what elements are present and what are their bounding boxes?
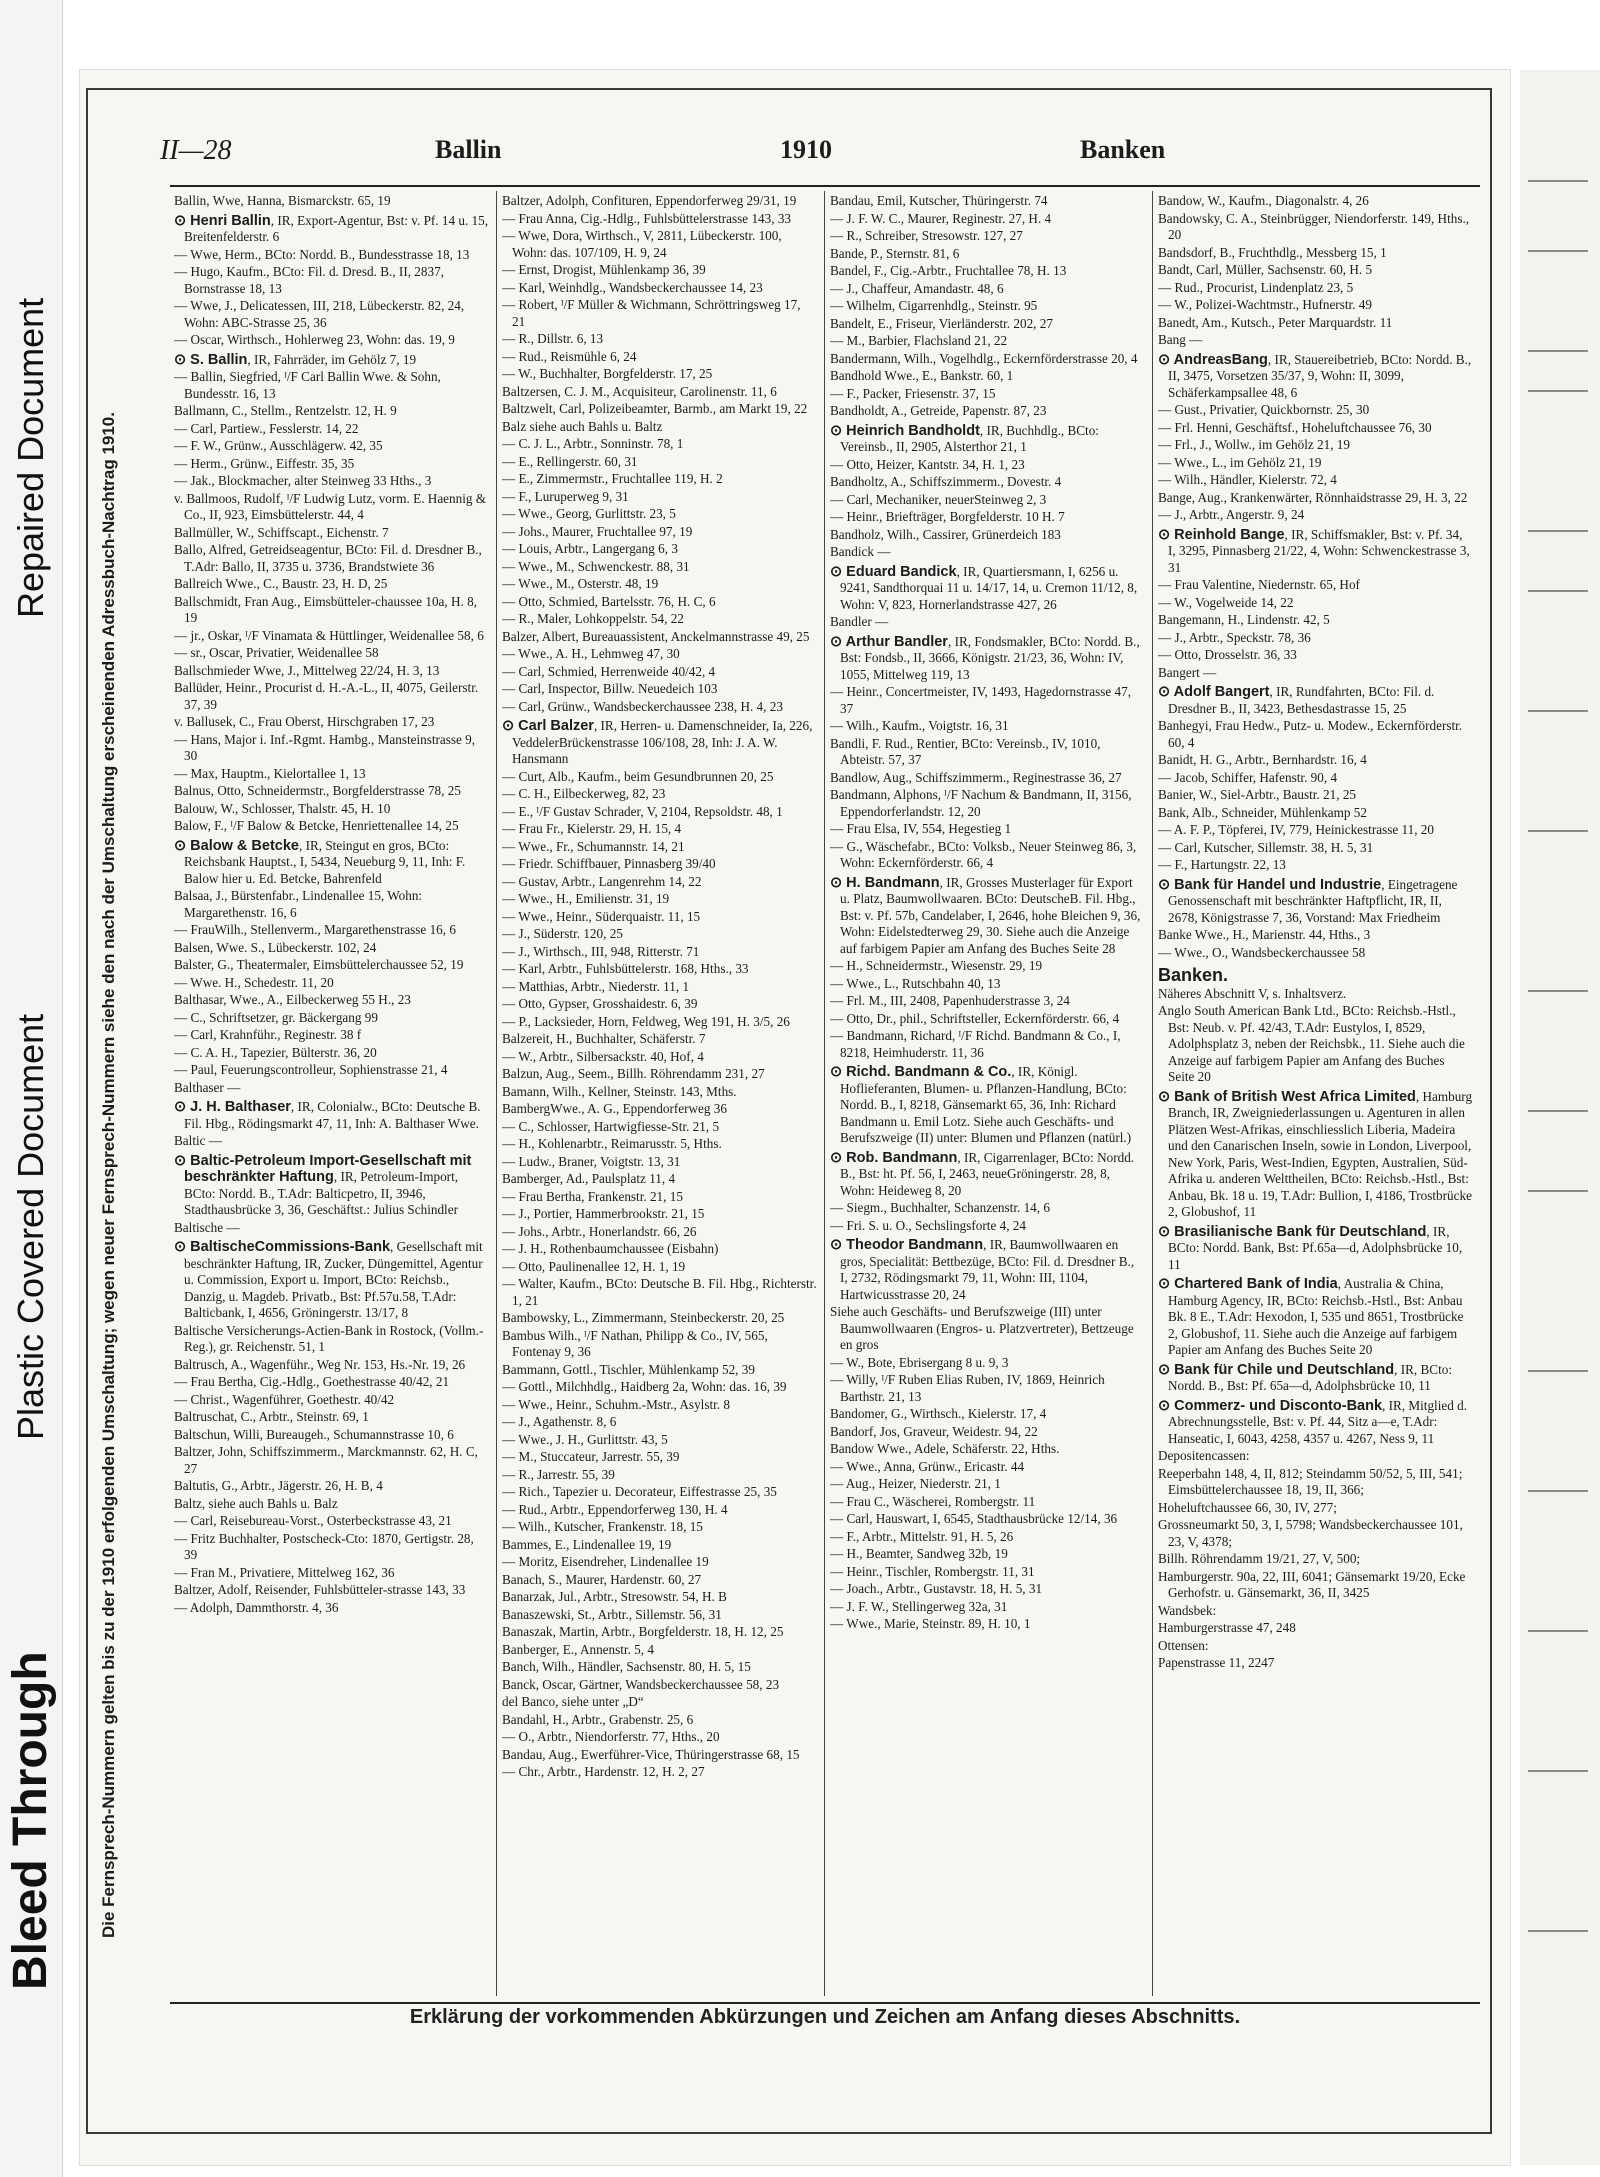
directory-entry: ⊙ Balow & Betcke, IR, Steingut en gros, BCto: Reichsbank Hauptst., I, 5434, Neueburg 9, 11, Inh: F. Balow hier u. Ed. Betcke, Bahrenfeld bbox=[174, 837, 466, 886]
directory-entry: Bammes, E., Lindenallee 19, 19 bbox=[502, 1536, 672, 1552]
directory-entry: — Karl, Weinhdlg., Wandsbeckerchaussee 14, 23 bbox=[502, 279, 763, 295]
directory-entry: — Johs., Arbtr., Honerlandstr. 66, 26 bbox=[502, 1223, 697, 1239]
directory-entry: ⊙ Eduard Bandick, IR, Quartiersmann, I, 6256 u. 9241, Sandthorquai 11 u. 14/17, 14, u. Cremon 11/12, 8, Wohn: V, 823, Hornerlandstrasse 427, 26 bbox=[830, 563, 1138, 612]
directory-entry: ⊙ BaltischeCommissions-Bank, Gesellschaft mit beschränkter Haftung, IR, Zucker, Düngemittel, Agentur u. Commission, Export u. Import, BCto: Reichsb., Danzig, u. Magdeb. Privatb., Bst: Pf.57u.58, T.Adr: Balticbank, I, 4656, Gröningerstr. 13/17, 8 bbox=[174, 1239, 483, 1320]
page-number: II—28 bbox=[160, 135, 232, 166]
directory-entry: Baltzer, John, Schiffszimmerm., Marckmannstr. 62, H. C, 27 bbox=[174, 1444, 478, 1476]
directory-entry: Billh. Röhrendamm 19/21, 27, V, 500; bbox=[1158, 1551, 1361, 1566]
directory-entry: — J., Arbtr., Speckstr. 78, 36 bbox=[1158, 629, 1311, 645]
directory-entry: Bandmann, Alphons, ᴵ/F Nachum & Bandmann, II, 3156, Eppendorferlandstr. 12, 20 bbox=[830, 787, 1132, 819]
directory-entry: Bambowsky, L., Zimmermann, Steinbeckerstr. 20, 25 bbox=[502, 1310, 785, 1325]
directory-entry: — Fri. S. u. O., Sechslingsforte 4, 24 bbox=[830, 1217, 1026, 1233]
directory-entry: ⊙ Theodor Bandmann, IR, Baumwollwaaren en gros, Specialität: Bettbezüge, BCto: Fil. d. Dresdner B., I, 2732, Rödingsmarkt 79, 11, Wohn: III, 1104, Hartwicusstrasse 20, 24 bbox=[830, 1237, 1135, 1302]
directory-entry: — A. F. P., Töpferei, IV, 779, Heinickestrasse 11, 20 bbox=[1158, 822, 1434, 837]
directory-entry: Baltische Versicherungs-Actien-Bank in Rostock, (Vollm.-Reg.), gr. Reichenstr. 51, 1 bbox=[174, 1322, 484, 1354]
directory-entry: Bandahl, H., Arbtr., Grabenstr. 25, 6 bbox=[502, 1711, 694, 1727]
directory-entry: Balsaa, J., Bürstenfabr., Lindenallee 15, Wohn: Margarethenstr. 16, 6 bbox=[174, 888, 423, 920]
directory-columns bbox=[170, 185, 1480, 2004]
directory-entry: — Carl, Schmied, Herrenweide 40/42, 4 bbox=[502, 663, 716, 679]
footer-note: Erklärung der vorkommenden Abkürzungen und Zeichen am Anfang dieses Abschnitts. bbox=[409, 2006, 1241, 2028]
directory-entry: Bande, P., Sternstr. 81, 6 bbox=[830, 245, 960, 261]
directory-column-4 bbox=[1158, 193, 1473, 1993]
directory-entry: Hoheluftchaussee 66, 30, IV, 277; bbox=[1158, 1499, 1337, 1515]
directory-entry: — Wilh., Kutscher, Frankenstr. 18, 15 bbox=[502, 1519, 703, 1534]
directory-entry: Bandow Wwe., Adele, Schäferstr. 22, Hths. bbox=[830, 1441, 1060, 1456]
directory-entry: Banck, Oscar, Gärtner, Wandsbeckerchaussee 58, 23 bbox=[502, 1676, 780, 1692]
side-label-bar bbox=[0, 0, 63, 2177]
directory-entry: — Rud., Arbtr., Eppendorferweg 130, H. 4 bbox=[502, 1501, 728, 1517]
directory-entry: Bambus Wilh., ᴵ/F Nathan, Philipp & Co., IV, 565, Fontenay 9, 36 bbox=[502, 1327, 768, 1359]
directory-entry: — Otto, Paulinenallee 12, H. 1, 19 bbox=[502, 1258, 686, 1274]
directory-entry: — P., Lacksieder, Horn, Feldweg, Weg 191, H. 3/5, 26 bbox=[502, 1013, 790, 1029]
directory-entry: — Wwe., Heinr., Süderquaistr. 11, 15 bbox=[502, 908, 701, 924]
directory-entry: — Siegm., Buchhalter, Schanzenstr. 14, 6 bbox=[830, 1200, 1050, 1215]
directory-entry: — J., Wirthsch., III, 948, Ritterstr. 71 bbox=[502, 943, 700, 959]
directory-entry: — Wwe., Heinr., Schuhm.-Mstr., Asylstr. 8 bbox=[502, 1396, 730, 1412]
directory-entry: ⊙ Heinrich Bandholdt, IR, Buchhdlg., BCto: Vereinsb., II, 2905, Alsterthor 21, 1 bbox=[830, 422, 1099, 454]
directory-entry: — Carl, Grünw., Wandsbeckerchaussee 238, H. 4, 23 bbox=[502, 698, 783, 714]
directory-entry: Bandelt, E., Friseur, Vierländerstr. 202, 27 bbox=[830, 315, 1053, 331]
directory-entry: — J., Süderstr. 120, 25 bbox=[502, 926, 623, 941]
directory-entry: Banch, Wilh., Händler, Sachsenstr. 80, H. 5, 15 bbox=[502, 1659, 751, 1674]
directory-entry: ⊙ J. H. Balthaser, IR, Colonialw., BCto: Deutsche B. Fil. Hbg., Rödingsmarkt 47, 11, Inh: A. Balthaser Wwe. bbox=[174, 1099, 481, 1131]
directory-entry: — Wilh., Händler, Kielerstr. 72, 4 bbox=[1158, 472, 1337, 487]
directory-entry: ⊙ Brasilianische Bank für Deutschland, IR, BCto: Nordd. Bank, Bst: Pf.65a—d, Adolphsbrücke 10, 11 bbox=[1158, 1223, 1463, 1272]
directory-entry: — W., Polizei-Wachtmstr., Hufnerstr. 49 bbox=[1158, 297, 1372, 312]
directory-entry: — M., Barbier, Flachsland 21, 22 bbox=[830, 333, 1008, 348]
directory-entry: Balouw, W., Schlosser, Thalstr. 45, H. 10 bbox=[174, 800, 391, 816]
directory-entry: Bamberger, Ad., Paulsplatz 11, 4 bbox=[502, 1171, 676, 1186]
directory-entry: — Hans, Major i. Inf.-Rgmt. Hambg., Mansteinstrasse 9, 30 bbox=[174, 731, 476, 763]
directory-entry: Baltzwelt, Carl, Polizeibeamter, Barmb., am Markt 19, 22 bbox=[502, 401, 808, 416]
directory-entry: Bammann, Gottl., Tischler, Mühlenkamp 52, 39 bbox=[502, 1361, 755, 1377]
directory-entry: del Banco, siehe unter „D“ bbox=[502, 1694, 644, 1709]
directory-entry: Bangert — bbox=[1158, 664, 1217, 680]
directory-entry: ⊙ Arthur Bandler, IR, Fondsmakler, BCto: Nordd. B., Bst: Fondsb., II, 3666, Königstr. 21/23, 36, Wohn: IV, 1055, Mittelweg 119, 13 bbox=[830, 633, 1140, 682]
directory-entry: Bandel, F., Cig.-Arbtr., Fruchtallee 78, H. 13 bbox=[830, 263, 1067, 278]
directory-entry: — Otto, Schmied, Bartelsstr. 76, H. C, 6 bbox=[502, 593, 716, 609]
directory-entry: Bandau, Emil, Kutscher, Thüringerstr. 74 bbox=[830, 193, 1048, 208]
directory-entry: — Wwe., Anna, Grünw., Ericastr. 44 bbox=[830, 1458, 1025, 1474]
directory-entry: Bandorf, Jos, Graveur, Weidestr. 94, 22 bbox=[830, 1423, 1038, 1439]
column-rule bbox=[824, 191, 825, 1996]
directory-entry: — J. H., Rothenbaumchaussee (Eisbahn) bbox=[502, 1241, 719, 1256]
directory-entry: Balsen, Wwe. S., Lübeckerstr. 102, 24 bbox=[174, 939, 377, 955]
directory-entry: Bandli, F. Rud., Rentier, BCto: Vereinsb., IV, 1010, Abteistr. 57, 37 bbox=[830, 735, 1101, 767]
directory-entry: — Rud., Reismühle 6, 24 bbox=[502, 348, 637, 364]
directory-entry: Bandermann, Wilh., Vogelhdlg., Eckernförderstrasse 20, 4 bbox=[830, 350, 1138, 366]
directory-entry: Baltzer, Adolf, Reisender, Fuhlsbütteler-strasse 143, 33 bbox=[174, 1582, 466, 1597]
directory-entry: — H., Beamter, Sandweg 32b, 19 bbox=[830, 1546, 1008, 1561]
directory-entry: — Frl. Henni, Geschäftsf., Hoheluftchaussee 76, 30 bbox=[1158, 419, 1432, 435]
directory-entry: — Carl, Mechaniker, neuerSteinweg 2, 3 bbox=[830, 491, 1047, 507]
directory-entry: — Frau C., Wäscherei, Rombergstr. 11 bbox=[830, 1493, 1036, 1509]
directory-entry: — Wwe., M., Schwenckestr. 88, 31 bbox=[502, 558, 690, 574]
directory-entry: — Wwe. H., Schedestr. 11, 20 bbox=[174, 974, 334, 990]
directory-entry: — Rich., Tapezier u. Decorateur, Eiffestrasse 25, 35 bbox=[502, 1484, 777, 1499]
directory-entry: — Ballin, Siegfried, ᴵ/F Carl Ballin Wwe. & Sohn, Bundesstr. 16, 13 bbox=[174, 369, 441, 401]
directory-entry: ⊙ Bank für Chile und Deutschland, IR, BCto: Nordd. B., Bst: Pf. 65a—d, Adolphsbrücke 10, 11 bbox=[1158, 1361, 1453, 1393]
directory-entry: ⊙ H. Bandmann, IR, Grosses Musterlager für Export u. Platz, Baumwollwaaren. BCto: DeutscheB. Fil. Hbg., Bst: v. Pf. 57b, Candelaber, I, 2646, hohe Bleichen 9, 36, Wohn: Eidelstedterweg 29, 30. Siehe auch die Anzeige auf farbigem Papier am Anfang des Buches Seite 28 bbox=[830, 874, 1141, 956]
directory-entry: Hamburgerstrasse 47, 248 bbox=[1158, 1620, 1296, 1635]
directory-entry: ⊙ Adolf Bangert, IR, Rundfahrten, BCto: Fil. d. Dresdner B., II, 3423, Bethesdastrasse 15, 25 bbox=[1158, 684, 1435, 716]
directory-entry: — Frau Fr., Kielerstr. 29, H. 15, 4 bbox=[502, 821, 682, 836]
running-head-year: 1910 bbox=[780, 135, 832, 164]
directory-entry: Banken. bbox=[1158, 965, 1229, 985]
directory-entry: ⊙ Chartered Bank of India, Australia & China, Hamburg Agency, IR, BCto: Reichsb.-Hstl., Bst: Anbau Bk. 8 E., T.Adr: Hexodon, I, 535 und 8651, Trostbrücke 2, Globushof, 11. Siehe auch die Anzeige auf farbigem Papier am Anfang des Buches Seite 20 bbox=[1158, 1276, 1464, 1357]
directory-entry: Ballmüller, W., Schiffscapt., Eichenstr. 7 bbox=[174, 524, 389, 540]
directory-entry: — W., Arbtr., Silbersackstr. 40, Hof, 4 bbox=[502, 1048, 704, 1064]
directory-entry: — Heinr., Briefträger, Borgfelderstr. 10 H. 7 bbox=[830, 509, 1065, 524]
directory-entry: Bangemann, H., Lindenstr. 42, 5 bbox=[1158, 612, 1330, 627]
directory-entry: — H., Kohlenarbtr., Reimarusstr. 5, Hths. bbox=[502, 1136, 722, 1151]
directory-entry: — Jacob, Schiffer, Hafenstr. 90, 4 bbox=[1158, 769, 1338, 785]
directory-entry: — C. A. H., Tapezier, Bülterstr. 36, 20 bbox=[174, 1044, 377, 1060]
directory-entry: — Frau Bertha, Frankenstr. 21, 15 bbox=[502, 1188, 683, 1204]
directory-entry: BambergWwe., A. G., Eppendorferweg 36 bbox=[502, 1101, 727, 1116]
margin-note bbox=[88, 240, 178, 2110]
directory-entry: — Wwe., J. H., Gurlittstr. 43, 5 bbox=[502, 1431, 668, 1447]
directory-entry: — R., Jarrestr. 55, 39 bbox=[502, 1466, 615, 1482]
directory-entry: Anglo South American Bank Ltd., BCto: Reichsb.-Hstl., Bst: Neub. v. Pf. 42/43, T.Adr: Eustylos, I, 8529, Adolphsplatz 3, neben der Reichsbk., 11. Siehe auch die Anzeige auf farbigem Papier am Anfang des Buches Seite 20 bbox=[1158, 1003, 1465, 1084]
directory-entry: Banarzak, Jul., Arbtr., Stresowstr. 54, H. B bbox=[502, 1589, 727, 1604]
directory-entry: Balnus, Otto, Schneidermstr., Borgfelderstrasse 78, 25 bbox=[174, 783, 461, 798]
directory-entry: — Fran M., Privatiere, Mittelweg 162, 36 bbox=[174, 1564, 395, 1580]
directory-entry: Bank, Alb., Schneider, Mühlenkamp 52 bbox=[1158, 804, 1367, 820]
directory-entry: — Frau Anna, Cig.-Hdlg., Fuhlsbüttelerstrasse 143, 33 bbox=[502, 210, 792, 226]
directory-entry: — F., Arbtr., Mittelstr. 91, H. 5, 26 bbox=[830, 1528, 1014, 1544]
directory-entry: — E., Zimmermstr., Fruchtallee 119, H. 2 bbox=[502, 471, 723, 486]
directory-entry: — E., ᴵ/F Gustav Schrader, V, 2104, Repsoldstr. 48, 1 bbox=[502, 803, 783, 819]
directory-entry: — Curt, Alb., Kaufm., beim Gesundbrunnen 20, 25 bbox=[502, 768, 774, 784]
directory-entry: — Frl., J., Wollw., im Gehölz 21, 19 bbox=[1158, 437, 1350, 452]
directory-entry: Bandhold Wwe., E., Bankstr. 60, 1 bbox=[830, 368, 1014, 383]
directory-entry: — J. F. W., Stellingerweg 32a, 31 bbox=[830, 1598, 1008, 1614]
directory-entry: — Frau Elsa, IV, 554, Hegestieg 1 bbox=[830, 821, 1012, 836]
running-head-left: Ballin bbox=[435, 135, 502, 164]
directory-entry: — Ernst, Drogist, Mühlenkamp 36, 39 bbox=[502, 262, 706, 277]
directory-entry: Baltische — bbox=[174, 1219, 240, 1235]
directory-entry: — Wwe., Marie, Steinstr. 89, H. 10, 1 bbox=[830, 1616, 1031, 1631]
bleed-through-label: Bleed Through bbox=[4, 1651, 57, 1990]
directory-entry: Bandlow, Aug., Schiffszimmerm., Reginestrasse 36, 27 bbox=[830, 769, 1122, 785]
directory-entry: Ballo, Alfred, Getreidseagentur, BCto: Fil. d. Dresdner B., T.Adr: Ballo, II, 3735 u. 3736, Brandstwiete 36 bbox=[174, 542, 482, 574]
column-rule bbox=[496, 191, 497, 1996]
directory-entry: — Matthias, Arbtr., Niederstr. 11, 1 bbox=[502, 978, 690, 994]
directory-entry: — H., Schneidermstr., Wiesenstr. 29, 19 bbox=[830, 958, 1043, 973]
directory-entry: — Carl, Inspector, Billw. Neuedeich 103 bbox=[502, 681, 718, 696]
directory-entry: — Wwe., H., Emilienstr. 31, 19 bbox=[502, 891, 670, 906]
directory-entry: — Carl, Partiew., Fesslerstr. 14, 22 bbox=[174, 420, 359, 436]
directory-entry: — Gottl., Milchhdlg., Haidberg 2a, Wohn: das. 16, 39 bbox=[502, 1379, 787, 1394]
directory-entry: — F., Packer, Friesenstr. 37, 15 bbox=[830, 385, 996, 401]
running-head-right: Banken bbox=[1080, 135, 1166, 164]
directory-entry: ⊙ Bank of British West Africa Limited, Hamburg Branch, IR, Zweigniederlassungen u. Agenturen in allen Plätzen West-Afrikas, einschliesslich Liberia, Madeira und den Canarischen Inseln, sowie in London, Liverpool, New York, Paris, West-Indien, Egypten, Australien, Süd-Afrika u. anderen Welttheilen, BCto: Reichsb.-Hstl., Bst: Anbau, Bk. 18 u. 19, T.Adr: Bullion, I, 4186, Trostbrücke 2, Globushof, 11 bbox=[1158, 1088, 1473, 1219]
directory-entry: Bandler — bbox=[830, 614, 889, 629]
directory-entry: — Hugo, Kaufm., BCto: Fil. d. Dresd. B., II, 2837, Bornstrasse 18, 13 bbox=[174, 264, 444, 296]
directory-entry: Bandsdorf, B., Fruchthdlg., Messberg 15, 1 bbox=[1158, 244, 1387, 260]
directory-entry: Bandholdt, A., Getreide, Papenstr. 87, 23 bbox=[830, 403, 1047, 418]
directory-entry: — Heinr., Concertmeister, IV, 1493, Hagedornstrasse 47, 37 bbox=[830, 684, 1132, 716]
directory-entry: ⊙ Richd. Bandmann & Co., IR, Königl. Hoflieferanten, Blumen- u. Pflanzen-Handlung, BCto: Nordd. B., I, 8218, Gänsemarkt 65, 36, Inh: Richard Bandmann u. Emil Lotz. Siehe auch Geschäfts- und Berufszweige (II) unter: Blumen und Pflanzen (natürl.) bbox=[830, 1064, 1132, 1145]
directory-entry: — R., Schreiber, Stresowstr. 127, 27 bbox=[830, 228, 1023, 243]
directory-entry: Banach, S., Maurer, Hardenstr. 60, 27 bbox=[502, 1571, 702, 1587]
directory-entry: — F., Hartungstr. 22, 13 bbox=[1158, 857, 1286, 872]
directory-column-3 bbox=[830, 193, 1145, 1993]
directory-entry: Bandt, Carl, Müller, Sachsenstr. 60, H. 5 bbox=[1158, 262, 1373, 277]
directory-entry: Baltruschat, C., Arbtr., Steinstr. 69, 1 bbox=[174, 1409, 369, 1424]
directory-entry: — Wwe, J., Delicatessen, III, 218, Lübeckerstr. 82, 24, Wohn: ABC-Strasse 25, 36 bbox=[174, 298, 465, 330]
directory-entry: Bandomer, G., Wirthsch., Kielerstr. 17, 4 bbox=[830, 1406, 1047, 1421]
directory-entry: — jr., Oskar, ᴵ/F Vinamata & Hüttlinger, Weidenallee 58, 6 bbox=[174, 627, 484, 643]
directory-entry: — Wwe., Fr., Schumannstr. 14, 21 bbox=[502, 838, 685, 854]
directory-entry: Bandowsky, C. A., Steinbrügger, Niendorferstr. 149, Hths., 20 bbox=[1158, 210, 1470, 242]
directory-entry: — Louis, Arbtr., Langergang 6, 3 bbox=[502, 541, 678, 556]
directory-entry: Ballschmidt, Fran Aug., Eimsbütteler-chaussee 10a, H. 8, 19 bbox=[174, 593, 477, 625]
directory-entry: ⊙ Henri Ballin, IR, Export-Agentur, Bst: v. Pf. 14 u. 15, Breitenfelderstr. 6 bbox=[174, 212, 489, 244]
directory-entry: — Wwe., L., im Gehölz 21, 19 bbox=[1158, 454, 1322, 470]
directory-entry: Balzun, Aug., Seem., Billh. Röhrendamm 231, 27 bbox=[502, 1066, 765, 1081]
directory-entry: — Rud., Procurist, Lindenplatz 23, 5 bbox=[1158, 279, 1354, 295]
directory-entry: Baltz, siehe auch Bahls u. Balz bbox=[174, 1495, 338, 1511]
directory-entry: Wandsbek: bbox=[1158, 1602, 1217, 1618]
directory-entry: Ottensen: bbox=[1158, 1637, 1209, 1653]
directory-entry: Bandow, W., Kaufm., Diagonalstr. 4, 26 bbox=[1158, 193, 1369, 208]
directory-entry: Banhegyi, Frau Hedw., Putz- u. Modew., Eckernförderstr. 60, 4 bbox=[1158, 718, 1463, 750]
directory-entry: Depositencassen: bbox=[1158, 1448, 1250, 1463]
directory-entry: — Christ., Wagenführer, Goethestr. 40/42 bbox=[174, 1391, 395, 1407]
directory-entry: — Carl, Hauswart, I, 6545, Stadthausbrücke 12/14, 36 bbox=[830, 1511, 1118, 1526]
directory-entry: — Gust., Privatier, Quickbornstr. 25, 30 bbox=[1158, 402, 1370, 417]
directory-entry: Balz siehe auch Bahls u. Baltz bbox=[502, 418, 663, 434]
directory-entry: Bamann, Wilh., Kellner, Steinstr. 143, Mths. bbox=[502, 1083, 737, 1099]
directory-entry: Hamburgerstr. 90a, 22, III, 6041; Gänsemarkt 19/20, Ecke Gerhofstr. u. Gänsemarkt, 36, II, 3425 bbox=[1158, 1568, 1466, 1600]
directory-entry: — Willy, ᴵ/F Ruben Elias Ruben, IV, 1869, Heinrich Barthstr. 21, 13 bbox=[830, 1372, 1105, 1404]
directory-entry: — Otto, Gypser, Grosshaidestr. 6, 39 bbox=[502, 996, 698, 1011]
directory-entry: Banidt, H. G., Arbtr., Bernhardstr. 16, 4 bbox=[1158, 752, 1367, 767]
directory-entry: — Wwe, Dora, Wirthsch., V, 2811, Lübeckerstr. 100, Wohn: das. 107/109, H. 9, 24 bbox=[502, 228, 782, 260]
directory-entry: — R., Dillstr. 6, 13 bbox=[502, 331, 604, 346]
column-rule bbox=[1152, 191, 1153, 1996]
directory-entry: — Wwe, Herm., BCto: Nordd. B., Bundesstrasse 18, 13 bbox=[174, 246, 470, 262]
directory-entry: — Walter, Kaufm., BCto: Deutsche B. Fil. Hbg., Richterstr. 1, 21 bbox=[502, 1276, 817, 1308]
directory-entry: — Bandmann, Richard, ᴵ/F Richd. Bandmann & Co., I, 8218, Heimhuderstr. 11, 36 bbox=[830, 1028, 1121, 1060]
directory-entry: — W., Bote, Ebrisergang 8 u. 9, 3 bbox=[830, 1354, 1009, 1370]
directory-entry: Balthaser — bbox=[174, 1079, 241, 1095]
directory-entry: — Paul, Feuerungscontrolleur, Sophienstrasse 21, 4 bbox=[174, 1062, 448, 1077]
directory-entry: — W., Buchhalter, Borgfelderstr. 17, 25 bbox=[502, 366, 713, 381]
directory-entry: — Wilh., Kaufm., Voigtstr. 16, 31 bbox=[830, 718, 1009, 733]
directory-entry: — C. H., Eilbeckerweg, 82, 23 bbox=[502, 786, 666, 801]
directory-entry: — C., Schriftsetzer, gr. Bäckergang 99 bbox=[174, 1009, 378, 1025]
repaired-document-label: Repaired Document bbox=[10, 297, 51, 618]
directory-entry: — C. J. L., Arbtr., Sonninstr. 78, 1 bbox=[502, 436, 684, 451]
directory-entry: — G., Wäschefabr., BCto: Volksb., Neuer Steinweg 86, 3, Wohn: Eckernförderstr. 66, 4 bbox=[830, 838, 1137, 870]
directory-entry: Banaszak, Martin, Arbtr., Borgfelderstr. 18, H. 12, 25 bbox=[502, 1624, 784, 1639]
directory-entry: — Carl, Krahnführ., Reginestr. 38 f bbox=[174, 1027, 362, 1042]
directory-entry: Bandick — bbox=[830, 544, 891, 559]
directory-entry: — Adolph, Dammthorstr. 4, 36 bbox=[174, 1599, 339, 1615]
directory-entry: Grossneumarkt 50, 3, I, 5798; Wandsbeckerchaussee 101, 23, V, 4378; bbox=[1158, 1517, 1463, 1549]
directory-entry: Ballreich Wwe., C., Baustr. 23, H. D, 25 bbox=[174, 576, 388, 591]
directory-entry: Ballmann, C., Stellm., Rentzelstr. 12, H. 9 bbox=[174, 403, 397, 418]
directory-entry: Baltrusch, A., Wagenführ., Weg Nr. 153, Hs.-Nr. 19, 26 bbox=[174, 1356, 466, 1372]
directory-entry: Balow, F., ᴵ/F Balow & Betcke, Henriettenallee 14, 25 bbox=[174, 818, 459, 833]
directory-entry: — Herm., Grünw., Eiffestr. 35, 35 bbox=[174, 455, 355, 471]
directory-entry: ⊙ Rob. Bandmann, IR, Cigarrenlager, BCto: Nordd. B., Bst: ht. Pf. 56, I, 2463, neueGröningerstr. 28, 8, Wohn: Heideweg 8, 20 bbox=[830, 1149, 1135, 1198]
directory-entry: ⊙ Commerz- und Disconto-Bank, IR, Mitglied d. Abrechnungsstelle, Bst: v. Pf. 44, Sitz a—e, T.Adr: Hanseatic, I, 6043, 4258, 4357 u. 4267, Ness 9, 11 bbox=[1158, 1397, 1468, 1446]
directory-entry: — Joach., Arbtr., Gustavstr. 18, H. 5, 31 bbox=[830, 1581, 1043, 1596]
directory-entry: — J., Agathenstr. 8, 6 bbox=[502, 1414, 617, 1429]
directory-entry: ⊙ Reinhold Bange, IR, Schiffsmakler, Bst: v. Pf. 34, I, 3295, Pinnasberg 21/22, 4, Wohn: Schwenckestrasse 3, 31 bbox=[1158, 526, 1470, 575]
directory-entry: v. Ballmoos, Rudolf, ᴵ/F Ludwig Lutz, vorm. E. Haennig & Co., II, 923, Eimsbüttelerstr. 44, 4 bbox=[174, 490, 487, 522]
directory-entry: Baltutis, G., Arbtr., Jägerstr. 26, H. B, 4 bbox=[174, 1478, 383, 1493]
directory-entry: Banberger, E., Annenstr. 5, 4 bbox=[502, 1641, 654, 1657]
directory-entry: Banedt, Am., Kutsch., Peter Marquardstr. 11 bbox=[1158, 314, 1393, 330]
directory-entry: Balzereit, H., Buchhalter, Schäferstr. 7 bbox=[502, 1031, 706, 1046]
directory-entry: — R., Maler, Lohkoppelstr. 54, 22 bbox=[502, 611, 684, 626]
directory-entry: — Oscar, Wirthsch., Hohlerweg 23, Wohn: das. 19, 9 bbox=[174, 332, 455, 347]
directory-entry: — F. W., Grünw., Ausschlägerw. 42, 35 bbox=[174, 438, 383, 453]
directory-entry: Ballin, Wwe, Hanna, Bismarckstr. 65, 19 bbox=[174, 193, 391, 208]
directory-entry: — Gustav, Arbtr., Langenrehm 14, 22 bbox=[502, 873, 702, 889]
directory-entry: ⊙ Bank für Handel und Industrie, Eingetragene Genossenschaft mit beschränkter Haftpflicht, IR, II, 2678, Königstrasse 7, 36, Vorstand: Max Friedheim bbox=[1158, 876, 1458, 925]
directory-column-2 bbox=[502, 193, 817, 1993]
directory-entry: — O., Arbtr., Niendorferstr. 77, Hths., 20 bbox=[502, 1729, 720, 1744]
directory-entry: Ballschmieder Wwe, J., Mittelweg 22/24, H. 3, 13 bbox=[174, 662, 440, 678]
directory-entry: — Ludw., Braner, Voigtstr. 13, 31 bbox=[502, 1153, 681, 1169]
directory-entry: — FrauWilh., Stellenverm., Margarethenstrasse 16, 6 bbox=[174, 922, 456, 937]
directory-entry: Bandholtz, A., Schiffszimmerm., Dovestr. 4 bbox=[830, 474, 1062, 489]
directory-entry: — Chr., Arbtr., Hardenstr. 12, H. 2, 27 bbox=[502, 1764, 705, 1779]
directory-entry: — Johs., Maurer, Fruchtallee 97, 19 bbox=[502, 523, 693, 539]
directory-entry: Näheres Abschnitt V, s. Inhaltsverz. bbox=[1158, 985, 1347, 1001]
directory-entry: — Heinr., Tischler, Rombergstr. 11, 31 bbox=[830, 1563, 1035, 1579]
directory-entry: Baltzer, Adolph, Confituren, Eppendorferweg 29/31, 19 bbox=[502, 193, 797, 208]
directory-entry: — Friedr. Schiffbauer, Pinnasberg 39/40 bbox=[502, 856, 716, 871]
directory-entry: v. Ballusek, C., Frau Oberst, Hirschgraben 17, 23 bbox=[174, 714, 435, 729]
directory-entry: — Moritz, Eisendreher, Lindenallee 19 bbox=[502, 1554, 709, 1569]
directory-entry: — Otto, Heizer, Kantstr. 34, H. 1, 23 bbox=[830, 456, 1025, 472]
directory-entry: — M., Stuccateur, Jarrestr. 55, 39 bbox=[502, 1449, 680, 1464]
directory-entry: — Robert, ᴵ/F Müller & Wichmann, Schröttringsweg 17, 21 bbox=[502, 297, 801, 329]
directory-entry: — Carl, Reisebureau-Vorst., Osterbeckstrasse 43, 21 bbox=[174, 1513, 452, 1528]
directory-entry: — J., Portier, Hammerbrookstr. 21, 15 bbox=[502, 1206, 705, 1221]
directory-entry: — Fritz Buchhalter, Postscheck-Cto: 1870, Gertigstr. 28, 39 bbox=[174, 1530, 474, 1562]
directory-entry: Baltzersen, C. J. M., Acquisiteur, Carolinenstr. 11, 6 bbox=[502, 383, 777, 399]
directory-entry: Balzer, Albert, Bureauassistent, Anckelmannstrasse 49, 25 bbox=[502, 628, 810, 644]
directory-entry: Bang — bbox=[1158, 332, 1203, 347]
directory-entry: Baltschun, Willi, Bureaugeh., Schumannstrasse 10, 6 bbox=[174, 1426, 454, 1442]
directory-entry: — E., Rellingerstr. 60, 31 bbox=[502, 453, 638, 469]
directory-entry: — Frl. M., III, 2408, Papenhuderstrasse 3, 24 bbox=[830, 993, 1070, 1008]
directory-entry: — Wwe., O., Wandsbeckerchaussee 58 bbox=[1158, 944, 1366, 960]
directory-entry: — Jak., Blockmacher, alter Steinweg 33 Hths., 3 bbox=[174, 473, 432, 488]
directory-entry: Siehe auch Geschäfts- und Berufszweige (III) unter Baumwollwaaren (Engros- u. Platzvertreter), Bettzeuge en gros bbox=[830, 1304, 1134, 1352]
directory-entry: — Max, Hauptm., Kielortallee 1, 13 bbox=[174, 765, 366, 781]
directory-entry: Bandholz, Wilh., Cassirer, Grünerdeich 183 bbox=[830, 526, 1061, 542]
directory-entry: — J. F. W. C., Maurer, Reginestr. 27, H. 4 bbox=[830, 210, 1052, 226]
directory-entry: — W., Vogelweide 14, 22 bbox=[1158, 594, 1294, 610]
directory-entry: — Wilhelm, Cigarrenhdlg., Steinstr. 95 bbox=[830, 298, 1038, 313]
directory-entry: — J., Chaffeur, Amandastr. 48, 6 bbox=[830, 280, 1004, 296]
directory-entry: Banaszewski, St., Arbtr., Sillemstr. 56, 31 bbox=[502, 1606, 722, 1622]
directory-entry: — Wwe., Georg, Gurlittstr. 23, 5 bbox=[502, 506, 676, 521]
directory-entry: ⊙ Carl Balzer, IR, Herren- u. Damenschneider, Ia, 226, VeddelerBrückenstrasse 106/108, 28, Inh: J. A. W. Hansmann bbox=[502, 718, 813, 766]
directory-entry: — Carl, Kutscher, Sillemstr. 38, H. 5, 31 bbox=[1158, 839, 1374, 855]
directory-entry: Balster, G., Theatermaler, Eimsbüttelerchaussee 52, 19 bbox=[174, 957, 464, 972]
directory-entry: ⊙ AndreasBang, IR, Stauereibetrieb, BCto: Nordd. B., II, 3475, Vorsetzen 35/37, 9, Wohn: II, 3099, Schäferkampsallee 48, 6 bbox=[1158, 351, 1472, 400]
directory-entry: Reeperbahn 148, 4, II, 812; Steindamm 50/52, 5, III, 541; Eimsbüttelerchaussee 18, 19, II, 366; bbox=[1158, 1465, 1463, 1497]
directory-entry: ⊙ Baltic-Petroleum Import-Gesellschaft mit beschränkter Haftung, IR, Petroleum-Import, BCto: Nordd. B., T.Adr: Balticpetro, II, 3946, Stadthausbrücke 3, 36, Geschäftst.: Julius Schindler bbox=[174, 1152, 472, 1217]
directory-entry: Bange, Aug., Krankenwärter, Rönnhaidstrasse 29, H. 3, 22 bbox=[1158, 489, 1468, 505]
directory-entry: — F., Luruperweg 9, 31 bbox=[502, 488, 629, 504]
directory-entry: — Aug., Heizer, Niederstr. 21, 1 bbox=[830, 1476, 1001, 1491]
directory-entry: Balthasar, Wwe., A., Eilbeckerweg 55 H., 23 bbox=[174, 992, 411, 1007]
directory-entry: Banke Wwe., H., Marienstr. 44, Hths., 3 bbox=[1158, 927, 1371, 942]
plastic-covered-document-label: Plastic Covered Document bbox=[10, 1013, 51, 1440]
directory-entry: — Wwe., M., Osterstr. 48, 19 bbox=[502, 576, 659, 591]
directory-entry: Papenstrasse 11, 2247 bbox=[1158, 1655, 1275, 1670]
directory-entry: — Karl, Arbtr., Fuhlsbüttelerstr. 168, Hths., 33 bbox=[502, 961, 749, 976]
margin-note-text: Die Fernsprech-Nummern gelten bis zu der 1910 erfolgenden Umschaltung; wegen neuer Fernsprech-Nummern siehe den nach der Umschaltung erscheinenden Adressbuch-Nachtrag 1910. bbox=[99, 412, 118, 1938]
adjacent-page-edge bbox=[1520, 70, 1600, 2165]
directory-entry: — Frau Valentine, Niedernstr. 65, Hof bbox=[1158, 577, 1360, 592]
directory-entry: — Frau Bertha, Cig.-Hdlg., Goethestrasse 40/42, 21 bbox=[174, 1374, 450, 1389]
directory-entry: — sr., Oscar, Privatier, Weidenallee 58 bbox=[174, 645, 379, 660]
directory-entry: Ballüder, Heinr., Procurist d. H.-A.-L., II, 4075, Geilerstr. 37, 39 bbox=[174, 680, 479, 712]
directory-column-1 bbox=[174, 193, 489, 1993]
directory-entry: Bandau, Aug., Ewerführer-Vice, Thüringerstrasse 68, 15 bbox=[502, 1746, 800, 1762]
directory-entry: — Otto, Dr., phil., Schriftsteller, Eckernförderstr. 66, 4 bbox=[830, 1010, 1120, 1026]
directory-entry: Banier, W., Siel-Arbtr., Baustr. 21, 25 bbox=[1158, 787, 1357, 802]
directory-entry: — Wwe., L., Rutschbahn 40, 13 bbox=[830, 975, 1001, 991]
directory-entry: Baltic — bbox=[174, 1133, 222, 1148]
directory-entry: — J., Arbtr., Angerstr. 9, 24 bbox=[1158, 507, 1305, 522]
directory-entry: — Otto, Drosselstr. 36, 33 bbox=[1158, 647, 1297, 662]
directory-entry: ⊙ S. Ballin, IR, Fahrräder, im Gehölz 7, 19 bbox=[174, 351, 417, 368]
directory-entry: — Wwe., A. H., Lehmweg 47, 30 bbox=[502, 646, 680, 661]
directory-entry: — C., Schlosser, Hartwigfiesse-Str. 21, 5 bbox=[502, 1118, 720, 1134]
